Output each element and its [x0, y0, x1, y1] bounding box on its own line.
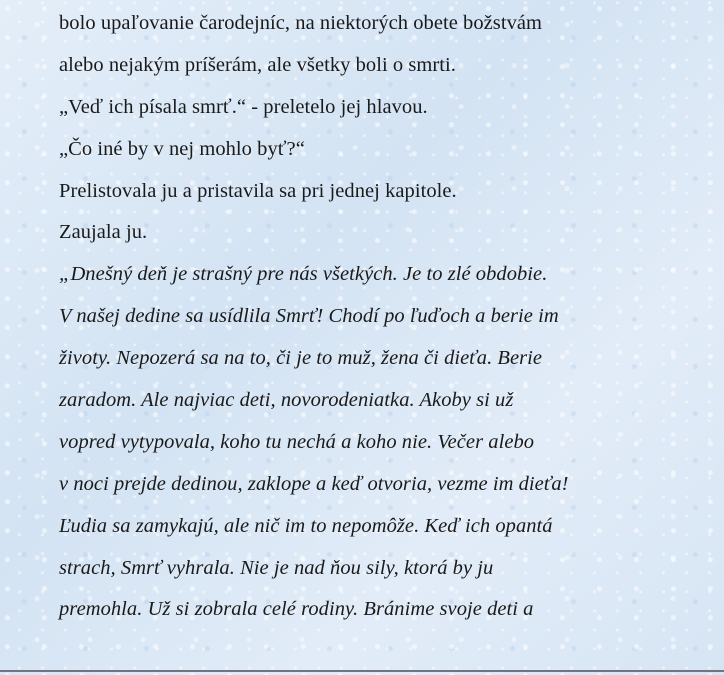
- quoted-text-line: Ľudia sa zamykajú, ale nič im to nepomôže. Keď ich opantá: [59, 514, 553, 537]
- text-line: „Veď ich písala smrť.“ - preletelo jej hlavou.: [59, 95, 428, 118]
- bottom-divider: [0, 670, 724, 672]
- quoted-text-line: strach, Smrť vyhrala. Nie je nad ňou sily, ktorá by ju: [59, 556, 494, 579]
- quoted-text-line: v noci prejde dedinou, zaklope a keď otvoria, vezme im dieťa!: [59, 472, 569, 495]
- text-line: alebo nejakým príšerám, ale všetky boli o smrti.: [59, 53, 456, 76]
- text-line: Prelistovala ju a pristavila sa pri jednej kapitole.: [59, 179, 457, 202]
- text-body: [59, 3, 709, 631]
- text-line: „Čo iné by v nej mohlo byť?“: [59, 137, 305, 160]
- quoted-text-line: V našej dedine sa usídlila Smrť! Chodí po ľuďoch a berie im: [59, 305, 559, 328]
- quoted-text-line: „Dnešný deň je strašný pre nás všetkých. Je to zlé obdobie.: [59, 263, 548, 286]
- text-line: bolo upaľovanie čarodejníc, na niektorých obete božstvám: [59, 12, 543, 34]
- quoted-text-line: premohla. Už si zobrala celé rodiny. Bránime svoje deti a: [59, 598, 534, 621]
- quoted-text-line: zaradom. Ale najviac deti, novorodeniatka. Akoby si už: [59, 389, 514, 412]
- quoted-text-line: vopred vytypovala, koho tu nechá a koho nie. Večer alebo: [59, 430, 535, 453]
- text-line: Zaujala ju.: [59, 221, 148, 244]
- quoted-text-line: životy. Nepozerá sa na to, či je to muž, žena či dieťa. Berie: [59, 347, 543, 370]
